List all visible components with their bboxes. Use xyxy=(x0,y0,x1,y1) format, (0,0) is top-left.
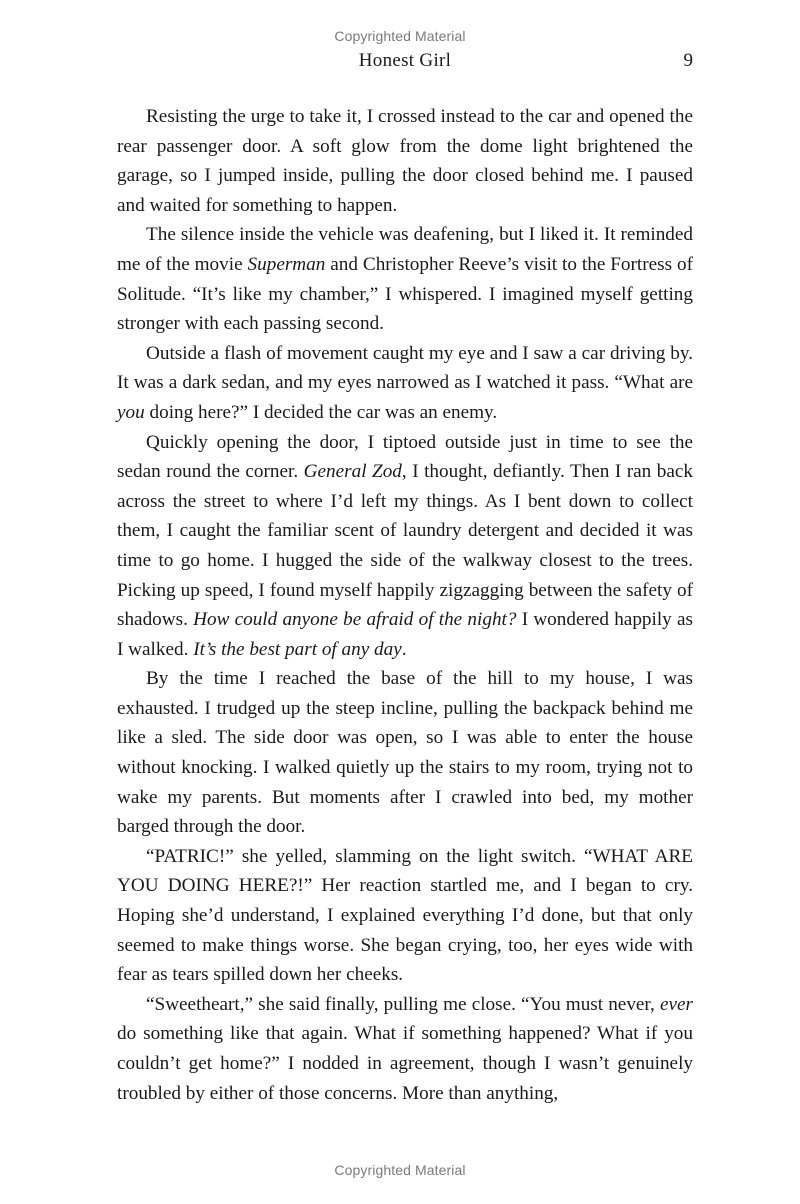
italic-text: It’s the best part of any day xyxy=(193,638,402,660)
text-run: do something like that again. What if something happened? What if you couldn’t get home?” I nodded in agreement, though I wasn’t genuinely troubled by either of those concerns. More than anything, xyxy=(117,1023,693,1104)
text-run: Resisting the urge to take it, I crossed instead to the car and opened the rear passenger door. A soft glow from the dome light brightened the garage, so I jumped inside, pulling the door closed behind me. I paused and waited for something to happen. xyxy=(117,106,693,216)
paragraph xyxy=(117,102,693,220)
text-run: “Sweetheart,” she said finally, pulling me close. “You must never, xyxy=(146,993,660,1015)
page-number: 9 xyxy=(683,50,693,71)
text-run: “PATRIC!” she yelled, slamming on the light switch. “WHAT ARE YOU DOING HERE?!” Her reaction startled me, and I began to cry. Hoping she’d understand, I explained everything I’d done, but that only seemed to make things worse. She began crying, too, her eyes wide with fear as tears spilled down her cheeks. xyxy=(117,845,693,986)
paragraph xyxy=(117,339,693,428)
italic-text: How could anyone be afraid of the night? xyxy=(193,609,517,631)
body-text xyxy=(117,102,693,1108)
paragraph xyxy=(117,842,693,990)
text-run: doing here?” I decided the car was an enemy. xyxy=(144,401,498,423)
text-run: By the time I reached the base of the hill to my house, I was exhausted. I trudged up the steep incline, pulling the backpack behind me like a sled. The side door was open, so I was able to enter the house without knocking. I walked quietly up the stairs to my room, trying not to wake my parents. But moments after I crawled into bed, my mother barged through the door. xyxy=(117,668,693,838)
italic-text: ever xyxy=(659,993,693,1015)
running-header xyxy=(117,50,693,74)
italic-text: you xyxy=(117,401,145,423)
copyright-watermark-bottom: Copyrighted Material xyxy=(334,1162,466,1178)
paragraph xyxy=(117,428,693,665)
text-run: . xyxy=(401,638,407,660)
text-run: Quickly opening the door, I tiptoed outside just in time to see the sedan round the corner. xyxy=(117,431,693,483)
text-run: and Christopher Reeve’s visit to the Fortress of Solitude. “It’s like my chamber,” I whispered. I imagined myself getting stronger with each passing second. xyxy=(117,253,693,335)
paragraph xyxy=(117,990,693,1108)
paragraph xyxy=(117,664,693,842)
text-run: The silence inside the vehicle was deafening, but I liked it. It reminded me of the movie xyxy=(117,224,693,275)
copyright-watermark-top: Copyrighted Material xyxy=(334,28,466,44)
italic-text: Superman xyxy=(247,253,326,275)
text-run: I wondered happily as I walked. xyxy=(117,609,693,660)
italic-text: General Zod xyxy=(303,461,402,483)
text-run: Outside a flash of movement caught my eye and I saw a car driving by. It was a dark sedan, and my eyes narrowed as I watched it pass. “What are xyxy=(117,342,693,394)
paragraph xyxy=(117,220,693,338)
text-run: , I thought, defiantly. Then I ran back across the street to where I’d left my things. As I bent down to collect them, I caught the familiar scent of laundry detergent and decided it was time to go home. I hugged the side of the walkway closest to the trees. Picking up speed, I found myself happily zigzagging between the safety of shadows. xyxy=(117,461,693,631)
book-title: Honest Girl xyxy=(358,50,452,71)
